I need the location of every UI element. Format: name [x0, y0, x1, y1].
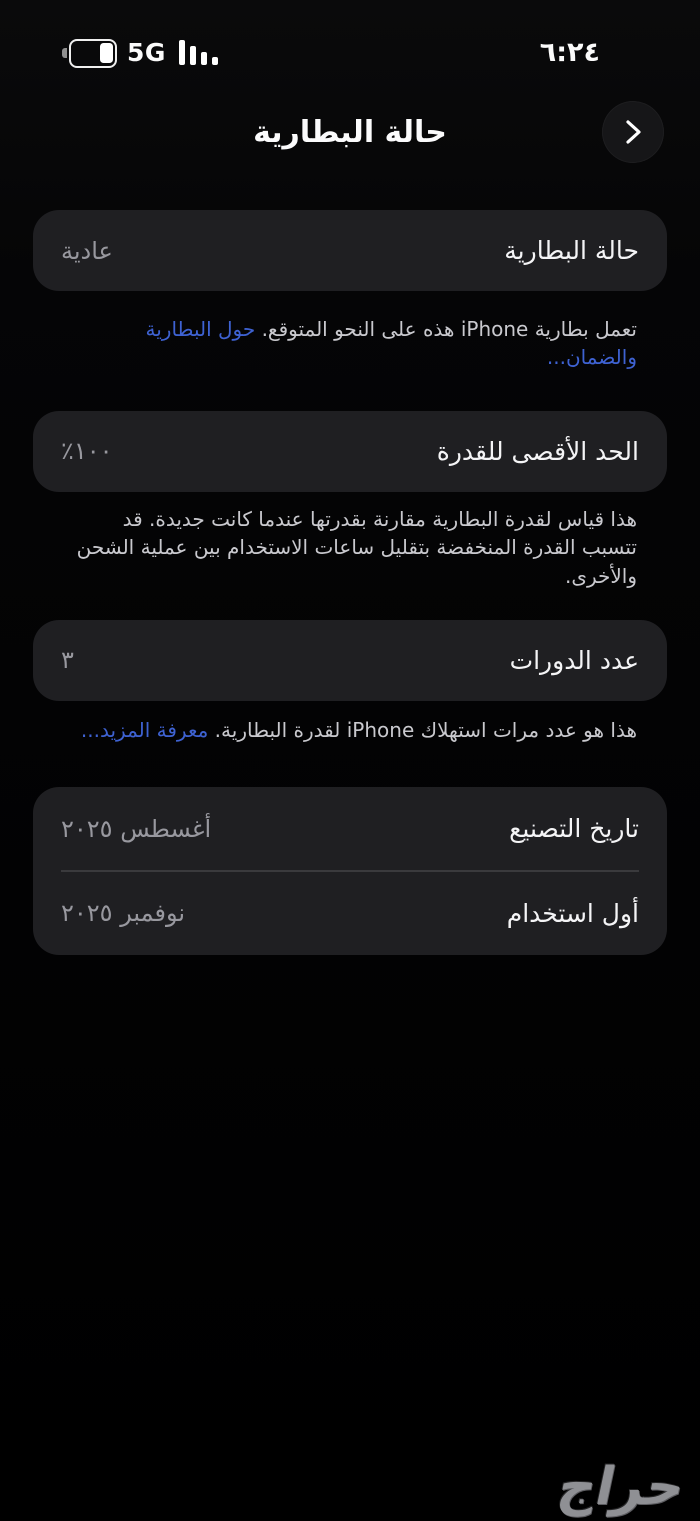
battery-warranty-link[interactable]: حول البطارية والضمان...	[145, 317, 637, 370]
battery-health-value: عادية	[61, 236, 113, 265]
cycle-count-value: ٣	[61, 646, 74, 675]
first-use-label: أول استخدام	[506, 898, 639, 928]
status-bar	[0, 28, 700, 76]
battery-health-label: حالة البطارية	[504, 236, 639, 265]
maximum-capacity-footer	[63, 505, 637, 590]
learn-more-link[interactable]: معرفة المزيد...	[80, 717, 209, 742]
maximum-capacity-value: ١٠٠٪	[61, 437, 113, 466]
battery-fill-level	[100, 43, 113, 63]
maximum-capacity-footer-text: هذا قياس لقدرة البطارية مقارنة بقدرتها عندما كانت جديدة. قد تتسبب القدرة المنخفضة بتقليل ساعات الاستخدام بين عملية الشحن والأخرى.	[76, 506, 637, 588]
cycle-count-label: عدد الدورات	[509, 645, 639, 675]
manufacture-date-label: تاريخ التصنيع	[509, 814, 639, 844]
page-title: حالة البطارية	[253, 115, 447, 150]
back-chevron-icon	[618, 117, 648, 147]
battery-tip	[62, 48, 67, 58]
first-use-row	[33, 872, 667, 955]
battery-icon	[62, 39, 116, 66]
back-button[interactable]	[602, 101, 664, 163]
network-type-label: 5G	[127, 37, 166, 67]
haraj-watermark-logo: حراج	[552, 1457, 691, 1517]
status-icons-group	[62, 38, 218, 67]
cycle-count-card	[33, 620, 667, 701]
battery-health-row	[33, 210, 667, 291]
cellular-signal-icon	[179, 40, 219, 65]
battery-body	[69, 39, 117, 68]
first-use-value: نوفمبر ٢٠٢٥	[61, 899, 186, 928]
dates-card	[33, 787, 667, 955]
maximum-capacity-row	[33, 411, 667, 492]
maximum-capacity-label: الحد الأقصى للقدرة	[436, 436, 639, 466]
cycle-count-footer	[63, 716, 637, 744]
manufacture-date-row	[33, 787, 667, 870]
battery-health-footer	[63, 315, 637, 372]
battery-health-card	[33, 210, 667, 291]
cycle-count-row	[33, 620, 667, 701]
status-bar-clock: ٦:٢٤	[539, 36, 600, 68]
cycle-count-footer-text: هذا هو عدد مرات استهلاك iPhone لقدرة البطارية.	[208, 717, 637, 742]
battery-health-settings	[33, 210, 667, 955]
battery-health-footer-text: تعمل بطارية iPhone هذه على النحو المتوقع.	[255, 317, 637, 341]
navigation-bar	[0, 98, 700, 168]
manufacture-date-value: أغسطس ٢٠٢٥	[61, 814, 212, 843]
maximum-capacity-card	[33, 411, 667, 492]
